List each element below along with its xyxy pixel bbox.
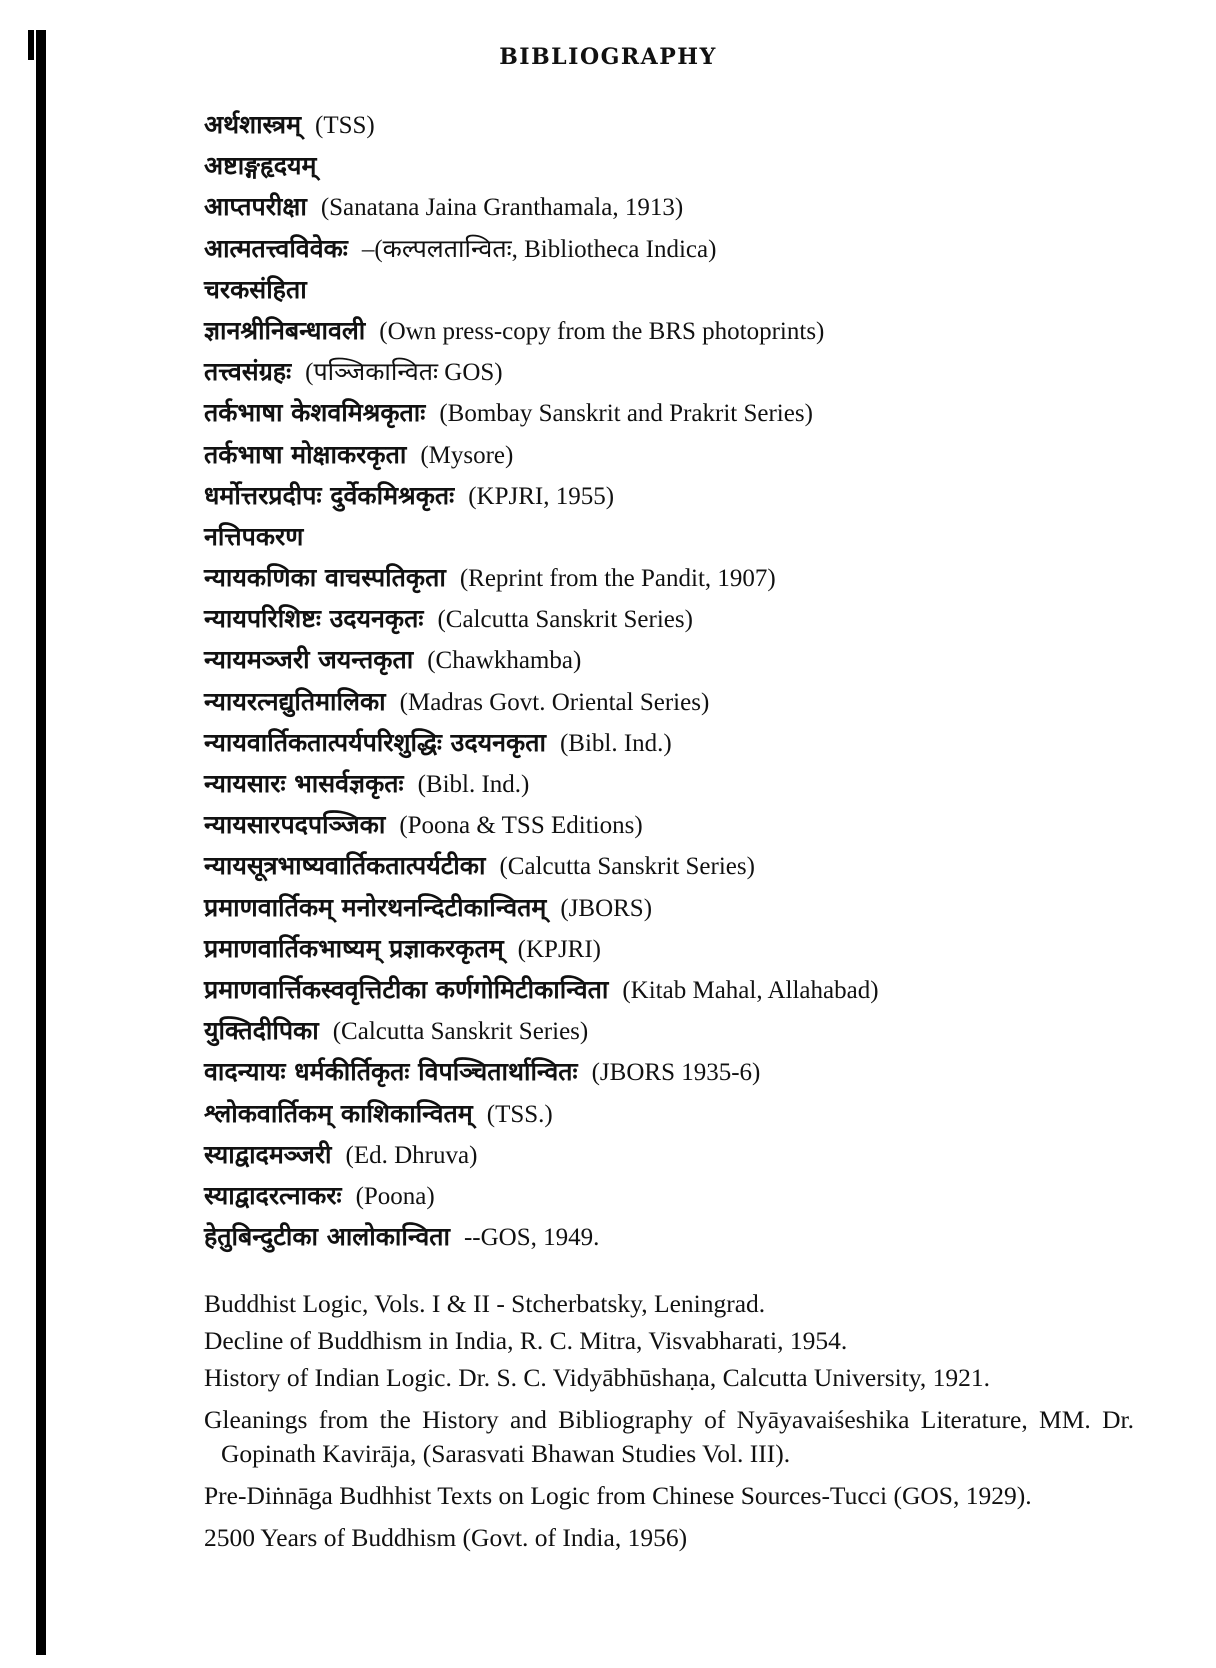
entry-sanskrit-title: नत्तिपकरण bbox=[204, 521, 304, 551]
entry-source: (Calcutta Sanskrit Series) bbox=[499, 853, 755, 881]
entry-source: (TSS) bbox=[315, 112, 375, 139]
entry-sanskrit-title: अर्थशास्त्रम् bbox=[204, 110, 302, 139]
entry-sanskrit-title: प्रमाणवार्तिकम् मनोरथनन्दिटीकान्वितम् bbox=[204, 892, 547, 922]
entry-sanskrit-title: न्यायपरिशिष्टः उदयनकृतः bbox=[204, 604, 424, 634]
list-item bbox=[204, 186, 1134, 227]
list-item bbox=[204, 845, 1134, 886]
list-item bbox=[204, 310, 1134, 351]
reference-item: 2500 Years of Buddhism (Govt. of India, 1956) bbox=[204, 1523, 688, 1552]
reference-item: History of Indian Logic. Dr. S. C. Vidyābhūshaṇa, Calcutta University, 1921. bbox=[204, 1363, 991, 1392]
page-title: BIBLIOGRAPHY bbox=[499, 44, 717, 70]
entry-source: (Mysore) bbox=[420, 441, 514, 469]
entry-sanskrit-title: न्यायसारपदपञ्जिका bbox=[204, 810, 386, 840]
binding-edge-shadow bbox=[36, 30, 46, 1655]
entry-sanskrit-title: न्यायसूत्रभाष्यवार्तिकतात्पर्यटीका bbox=[204, 851, 486, 881]
entry-sanskrit-title: वादन्यायः धर्मकीर्तिकृतः विपञ्चितार्थान्वितः bbox=[204, 1057, 578, 1087]
entry-sanskrit-title: तत्त्वसंग्रहः bbox=[204, 357, 292, 387]
list-item bbox=[204, 969, 1134, 1010]
list-item bbox=[204, 639, 1134, 680]
entry-sanskrit-title: न्यायमञ्जरी जयन्तकृता bbox=[204, 645, 414, 675]
entry-source: (Poona) bbox=[355, 1182, 435, 1210]
entry-source: (Ed. Dhruva) bbox=[345, 1141, 478, 1169]
entry-source: (JBORS 1935-6) bbox=[591, 1059, 761, 1087]
list-item bbox=[204, 269, 1134, 310]
entry-source: (Madras Govt. Oriental Series) bbox=[399, 688, 710, 716]
entry-source: (JBORS) bbox=[560, 894, 653, 922]
entry-source: (Bibl. Ind.) bbox=[417, 771, 530, 798]
entry-sanskrit-title: प्रमाणवार्त्तिकस्ववृत्तिटीका कर्णगोमिटीकान्विता bbox=[204, 974, 609, 1004]
list-item bbox=[204, 228, 1134, 269]
entry-source: (Bombay Sanskrit and Prakrit Series) bbox=[439, 400, 813, 428]
entry-source: (KPJRI, 1955) bbox=[468, 482, 615, 510]
entry-sanskrit-title: तर्कभाषा केशवमिश्रकृताः bbox=[204, 398, 426, 428]
entry-source: (Own press-copy from the BRS photoprints) bbox=[379, 317, 825, 345]
entry-sanskrit-title: तर्कभाषा मोक्षाकरकृता bbox=[204, 439, 407, 469]
list-item bbox=[204, 351, 1134, 392]
list-item bbox=[204, 104, 1134, 145]
entry-sanskrit-title: आप्तपरीक्षा bbox=[204, 192, 307, 222]
entry-sanskrit-title: न्यायरत्नद्युतिमालिका bbox=[204, 686, 386, 716]
english-reference-list bbox=[204, 1287, 1134, 1558]
reference-item: Pre-Diṅnāga Budhhist Texts on Logic from Chinese Sources-Tucci (GOS, 1929). bbox=[204, 1481, 1032, 1510]
reference-item: Gleanings from the History and Bibliography of Nyāyavaiśeshika Literature, MM. Dr. Gopinath Kavirāja, (Sarasvati Bhawan Studies Vol. III). bbox=[204, 1405, 1134, 1468]
entry-source: (पञ्जिकान्वितः GOS) bbox=[305, 359, 503, 387]
sanskrit-entry-list bbox=[204, 104, 1134, 1257]
entry-sanskrit-title: आत्मतत्त्वविवेकः bbox=[204, 233, 348, 263]
list-item bbox=[204, 475, 1134, 516]
entry-source: (Bibl. Ind.) bbox=[559, 729, 672, 757]
entry-source: (KPJRI) bbox=[517, 935, 601, 963]
list-item bbox=[204, 1093, 1134, 1134]
entry-sanskrit-title: हेतुबिन्दुटीका आलोकान्विता bbox=[204, 1222, 450, 1252]
entry-source: (Calcutta Sanskrit Series) bbox=[332, 1018, 589, 1046]
entry-sanskrit-title: श्लोकवार्तिकम् काशिकान्वितम् bbox=[204, 1098, 473, 1128]
list-item bbox=[204, 763, 1134, 804]
entry-source: (Reprint from the Pandit, 1907) bbox=[459, 565, 776, 593]
entry-source: (Sanatana Jaina Granthamala, 1913) bbox=[320, 194, 684, 222]
entry-source: (Chawkhamba) bbox=[427, 647, 582, 675]
list-item bbox=[204, 1216, 1134, 1257]
list-item bbox=[204, 1010, 1134, 1051]
entry-sanskrit-title: प्रमाणवार्तिकभाष्यम् प्रज्ञाकरकृतम् bbox=[204, 933, 504, 963]
entry-source: (TSS.) bbox=[486, 1100, 553, 1128]
list-item bbox=[204, 516, 1134, 557]
entry-sanskrit-title: ज्ञानश्रीनिबन्धावली bbox=[204, 315, 366, 345]
list-item bbox=[204, 392, 1134, 433]
entry-sanskrit-title: चरकसंहिता bbox=[204, 274, 307, 304]
entry-sanskrit-title: न्यायवार्तिकतात्पर्यपरिशुद्धिः उदयनकृता bbox=[204, 727, 546, 757]
list-item bbox=[204, 1134, 1134, 1175]
list-item bbox=[204, 598, 1134, 639]
list-item bbox=[204, 1051, 1134, 1092]
list-item bbox=[204, 1175, 1134, 1216]
entry-sanskrit-title: न्यायकणिका वाचस्पतिकृता bbox=[204, 563, 446, 593]
entry-sanskrit-title: न्यायसारः भासर्वज्ञकृतः bbox=[204, 769, 404, 798]
list-item bbox=[204, 434, 1134, 475]
entry-sanskrit-title: धर्मोत्तरप्रदीपः दुर्वेकमिश्रकृतः bbox=[204, 480, 455, 510]
entry-source: (Kitab Mahal, Allahabad) bbox=[622, 976, 879, 1004]
entry-sanskrit-title: स्याद्वादमञ्जरी bbox=[204, 1139, 332, 1169]
list-item bbox=[204, 681, 1134, 722]
entry-sanskrit-title: अष्टाङ्गहृदयम् bbox=[204, 151, 317, 181]
entry-source: --GOS, 1949. bbox=[463, 1224, 600, 1252]
list-item bbox=[204, 145, 1134, 186]
entry-sanskrit-title: स्याद्वादरत्नाकरः bbox=[204, 1180, 342, 1210]
reference-item: Buddhist Logic, Vols. I & II - Stcherbatsky, Leningrad. bbox=[204, 1289, 766, 1318]
list-item bbox=[204, 928, 1134, 969]
reference-item: Decline of Buddhism in India, R. C. Mitra, Visvabharati, 1954. bbox=[204, 1326, 848, 1355]
list-item bbox=[204, 887, 1134, 928]
entry-sanskrit-title: युक्तिदीपिका bbox=[204, 1016, 319, 1046]
list-item bbox=[204, 804, 1134, 845]
list-item bbox=[204, 722, 1134, 763]
entry-source: (Poona & TSS Editions) bbox=[399, 812, 643, 840]
entry-source: (Calcutta Sanskrit Series) bbox=[437, 606, 693, 634]
entry-source: –(कल्पलतान्वितः, Bibliotheca Indica) bbox=[361, 235, 717, 263]
list-item bbox=[204, 557, 1134, 598]
